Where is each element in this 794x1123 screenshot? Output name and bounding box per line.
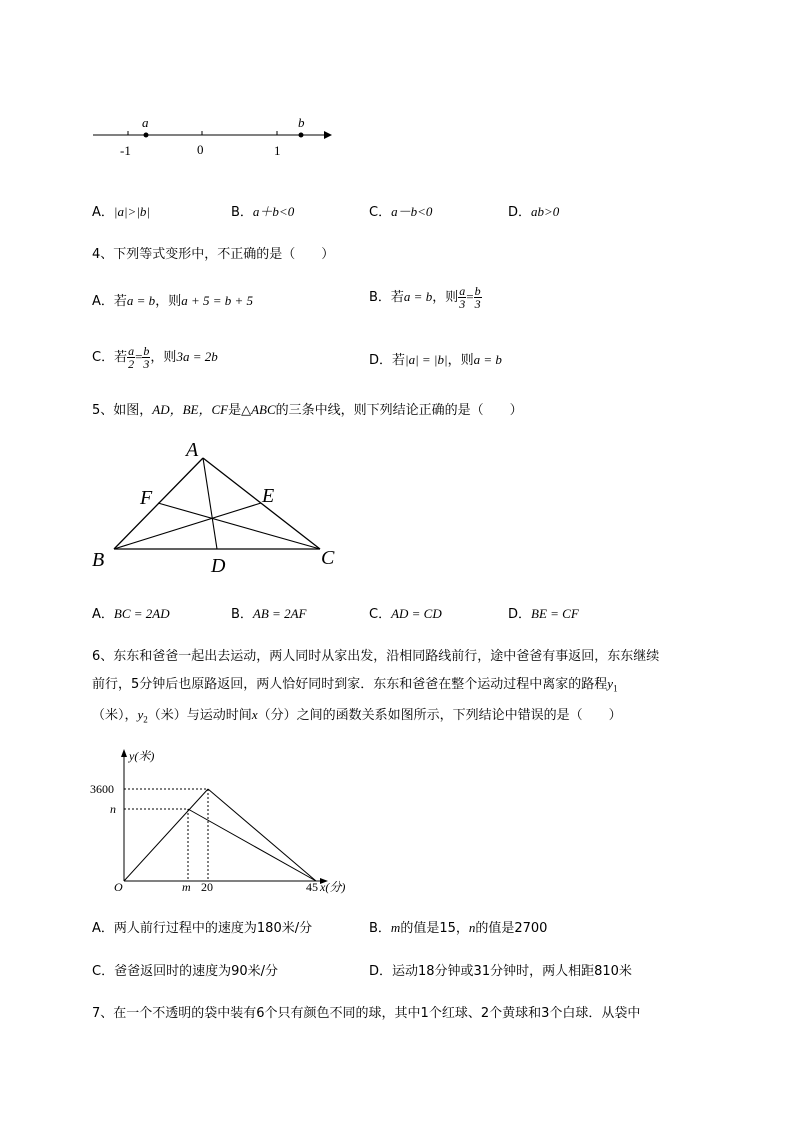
option-letter: C． bbox=[92, 964, 115, 979]
vertex-label-a: A bbox=[186, 439, 199, 461]
label-1: 1 bbox=[274, 143, 281, 158]
option-math: AD = CD bbox=[391, 606, 442, 621]
q5-stem bbox=[92, 399, 523, 418]
option-label: B．若 bbox=[369, 290, 404, 305]
option-math: |a| = |b| bbox=[405, 352, 448, 367]
q5-option-b[interactable] bbox=[231, 603, 306, 622]
stem-text: （米）与运动时间 bbox=[147, 708, 252, 723]
stem-text: 是△ bbox=[228, 403, 252, 418]
option-letter: B． bbox=[231, 607, 253, 622]
stem-subscript: 2 bbox=[143, 714, 148, 725]
y-axis-label: y(米) bbox=[129, 749, 155, 763]
q3-option-a[interactable] bbox=[92, 201, 150, 220]
q5-option-d[interactable] bbox=[508, 603, 579, 622]
median-ad bbox=[203, 458, 217, 549]
origin-label: O bbox=[114, 880, 123, 894]
triangle-figure bbox=[88, 436, 348, 581]
label-neg1: -1 bbox=[120, 143, 131, 158]
option-letter: A． bbox=[92, 205, 114, 220]
point-b-dot bbox=[299, 133, 304, 138]
y-tick-3600: 3600 bbox=[90, 782, 114, 796]
arrow-up-icon bbox=[121, 749, 127, 757]
option-math: a－b<0 bbox=[391, 204, 433, 219]
option-math: a = b bbox=[126, 293, 156, 308]
stem-math: y bbox=[607, 676, 614, 691]
label-0: 0 bbox=[197, 142, 204, 157]
option-label: C．若 bbox=[92, 350, 128, 365]
equals-sign: = bbox=[135, 349, 143, 364]
option-text: ，则 bbox=[155, 294, 182, 309]
point-label-e: E bbox=[262, 485, 275, 507]
option-text: 的值是2700 bbox=[475, 921, 548, 936]
option-math: a = b bbox=[403, 289, 433, 304]
q6-option-c[interactable] bbox=[92, 960, 278, 979]
q6-line3 bbox=[92, 704, 622, 725]
x-tick-20: 20 bbox=[201, 880, 213, 894]
option-letter: A． bbox=[92, 921, 114, 936]
series-y1-forward bbox=[124, 789, 208, 881]
q3-option-b[interactable] bbox=[231, 201, 294, 220]
stem-math: AD，BE，CF bbox=[152, 402, 229, 417]
q4-option-a[interactable] bbox=[92, 290, 253, 309]
option-math: BC = 2AD bbox=[113, 606, 170, 621]
option-letter: D． bbox=[369, 964, 393, 979]
y-tick-n: n bbox=[110, 802, 116, 816]
label-a: a bbox=[142, 115, 149, 130]
x-tick-45: 45 bbox=[306, 880, 318, 894]
stem-text: （分）之间的函数关系如图所示，下列结论中错误的是（ ） bbox=[257, 708, 622, 723]
q6-option-d[interactable] bbox=[369, 960, 632, 979]
q5-option-c[interactable] bbox=[369, 603, 442, 622]
point-a-dot bbox=[144, 133, 149, 138]
q5-option-a[interactable] bbox=[92, 603, 170, 622]
q6-line1: 6、东东和爸爸一起出去运动，两人同时从家出发，沿相同路线前行，途中爸爸有事返回，东东继续 bbox=[92, 649, 660, 664]
fraction bbox=[127, 345, 135, 370]
q4-stem: 4、下列等式变形中，不正确的是（ ） bbox=[92, 247, 335, 262]
option-letter: A． bbox=[92, 607, 114, 622]
q6-option-a[interactable] bbox=[92, 917, 312, 936]
q4-option-b[interactable] bbox=[369, 283, 482, 312]
arrow-right-icon bbox=[324, 131, 332, 139]
stem-text: 5、如图， bbox=[92, 403, 153, 418]
fraction-numerator: b bbox=[474, 284, 481, 298]
stem-subscript: 1 bbox=[613, 683, 618, 694]
series-y1-return bbox=[208, 789, 316, 881]
stem-math: y bbox=[137, 707, 144, 722]
option-letter: C． bbox=[369, 607, 392, 622]
stem-text: 前行，5分钟后也原路返回，两人恰好同时到家．东东和爸爸在整个运动过程中离家的路程 bbox=[92, 677, 608, 692]
option-math: n bbox=[468, 920, 476, 935]
option-math: m bbox=[390, 920, 401, 935]
x-axis-label: x(分) bbox=[320, 880, 346, 894]
option-text: 的值是15， bbox=[400, 921, 469, 936]
stem-math: ABC bbox=[251, 402, 276, 417]
fraction-denominator: 3 bbox=[143, 357, 150, 371]
vertex-label-c: C bbox=[321, 547, 335, 569]
option-letter: C． bbox=[369, 205, 392, 220]
stem-math: x bbox=[251, 707, 258, 722]
fraction-numerator: a bbox=[128, 344, 135, 358]
series-y2-return bbox=[188, 809, 316, 881]
option-math: a = b bbox=[473, 352, 502, 367]
fraction-denominator: 3 bbox=[474, 297, 481, 311]
fraction-denominator: 2 bbox=[128, 357, 135, 371]
number-line-figure bbox=[88, 112, 338, 162]
option-text: ，则 bbox=[150, 350, 177, 365]
fraction bbox=[474, 285, 482, 310]
x-tick-m: m bbox=[182, 880, 191, 894]
distance-time-graph bbox=[88, 745, 368, 895]
fraction-numerator: a bbox=[459, 284, 466, 298]
option-math: a + 5 = b + 5 bbox=[181, 293, 254, 308]
option-math: BE = CF bbox=[531, 606, 579, 621]
stem-text: 的三条中线，则下列结论正确的是（ ） bbox=[275, 403, 523, 418]
q3-option-c[interactable] bbox=[369, 201, 432, 220]
q4-option-d[interactable] bbox=[369, 349, 502, 368]
q6-option-b[interactable] bbox=[369, 917, 547, 936]
option-label: D．若 bbox=[369, 353, 406, 368]
option-math: AB = 2AF bbox=[252, 606, 307, 621]
option-text: ，则 bbox=[432, 290, 459, 305]
option-letter: D． bbox=[508, 607, 532, 622]
option-math: a＋b<0 bbox=[252, 204, 295, 219]
option-letter: D． bbox=[508, 205, 532, 220]
option-math: 3a = 2b bbox=[176, 349, 218, 364]
option-text: ，则 bbox=[447, 353, 474, 368]
option-math: ab>0 bbox=[531, 204, 560, 219]
option-text: 两人前行过程中的速度为180米/分 bbox=[113, 921, 313, 936]
point-label-f: F bbox=[140, 487, 153, 509]
fraction-denominator: 3 bbox=[459, 297, 466, 311]
label-b: b bbox=[298, 115, 305, 130]
option-label: A．若 bbox=[92, 294, 127, 309]
option-math: |a|>|b| bbox=[113, 204, 150, 219]
fraction-numerator: b bbox=[143, 344, 150, 358]
q4-option-c[interactable] bbox=[92, 343, 218, 372]
option-letter: B． bbox=[231, 205, 253, 220]
q7-line1: 7、在一个不透明的袋中装有6个只有颜色不同的球，其中1个红球、2个黄球和3个白球．从袋中 bbox=[92, 1006, 641, 1021]
q6-line2 bbox=[92, 673, 618, 694]
option-text: 爸爸返回时的速度为90米/分 bbox=[114, 964, 279, 979]
point-label-d: D bbox=[211, 555, 226, 577]
vertex-label-b: B bbox=[92, 549, 105, 571]
q3-option-d[interactable] bbox=[508, 201, 559, 220]
option-text: 运动18分钟或31分钟时，两人相距810米 bbox=[392, 964, 632, 979]
stem-text: （米）， bbox=[92, 708, 138, 723]
equals-sign: = bbox=[466, 289, 474, 304]
option-letter: B． bbox=[369, 921, 391, 936]
